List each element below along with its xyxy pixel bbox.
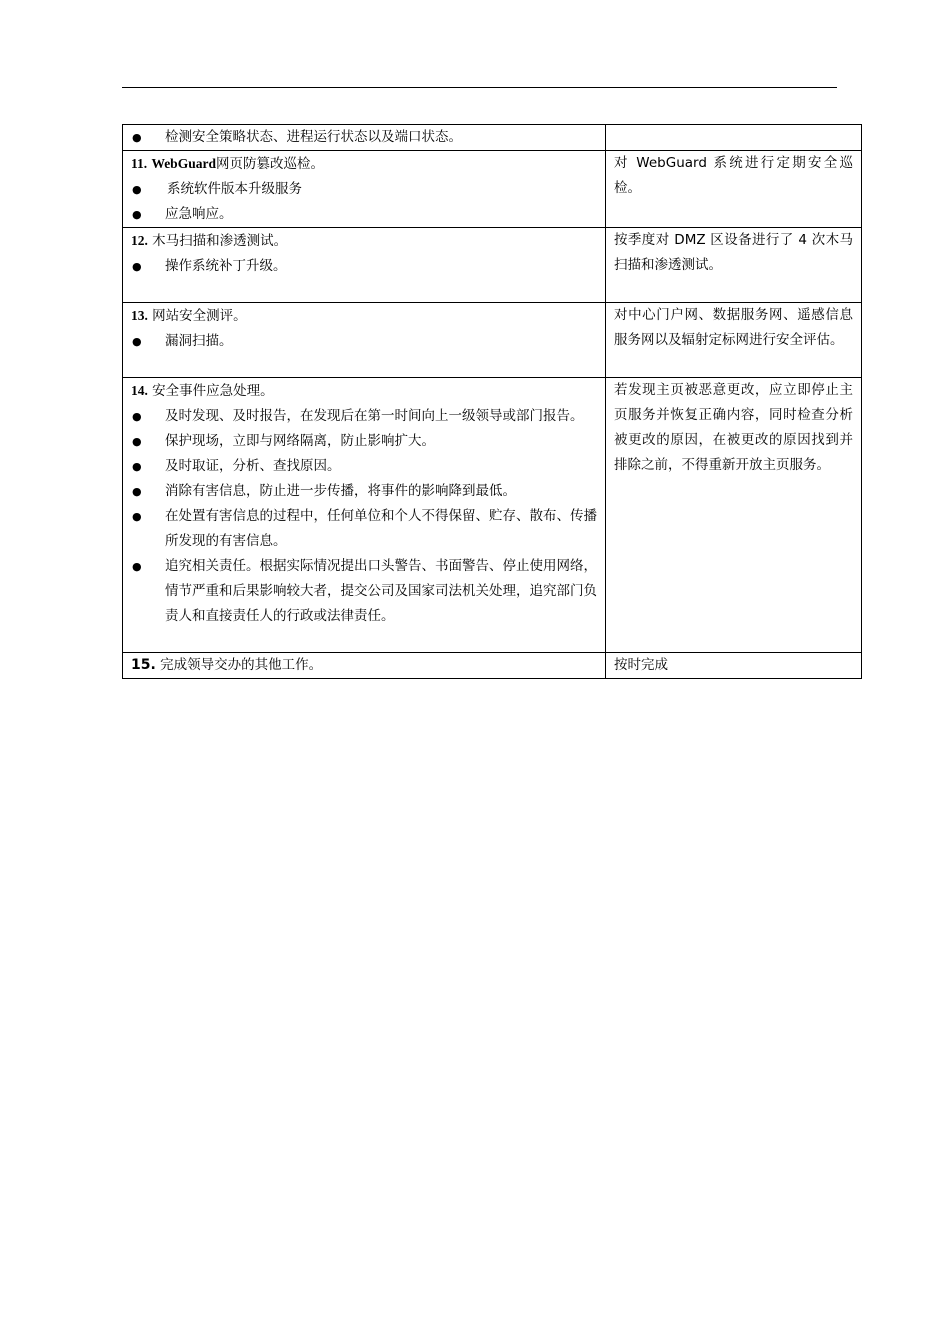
bullet-icon: ●: [132, 183, 142, 196]
list-item: ● 漏洞扫描。: [131, 329, 597, 354]
bullet-icon: ●: [132, 460, 142, 473]
list-item: ● 消除有害信息，防止进一步传播，将事件的影响降到最低。: [131, 479, 597, 504]
table-row: [123, 228, 862, 303]
bullet-icon: ●: [132, 510, 142, 523]
task-title: 11. WebGuard网页防篡改巡检。: [131, 156, 324, 172]
table-row: [123, 303, 862, 378]
bullet-icon: ●: [132, 131, 142, 144]
task-cell: [123, 653, 606, 679]
task-cell: [123, 151, 606, 228]
list-item: ● 及时取证，分析、查找原因。: [131, 454, 597, 479]
task-title: 15. 完成领导交办的其他工作。: [131, 657, 323, 673]
bullet-icon: ●: [132, 485, 142, 498]
result-cell: 若发现主页被恶意更改，应立即停止主页服务并恢复正确内容，同时检查分析被更改的原因，在被更改的原因找到并排除之前，不得重新开放主页服务。: [606, 378, 862, 653]
header-rule: [122, 87, 837, 88]
list-item: ● 在处置有害信息的过程中，任何单位和个人不得保留、贮存、散布、传播所发现的有害信息。: [131, 504, 597, 554]
bullet-icon: ●: [132, 208, 142, 221]
work-table: [122, 124, 862, 679]
bullet-icon: ●: [132, 260, 142, 273]
task-title: 13. 网站安全测评。: [131, 308, 247, 324]
result-cell: 对 WebGuard 系统进行定期安全巡检。: [606, 151, 862, 228]
task-cell: [123, 228, 606, 303]
result-cell: [606, 125, 862, 151]
result-cell: 按季度对 DMZ 区设备进行了 4 次木马扫描和渗透测试。: [606, 228, 862, 303]
result-cell: 对中心门户网、数据服务网、遥感信息服务网以及辐射定标网进行安全评估。: [606, 303, 862, 378]
table-row: [123, 125, 862, 151]
bullet-icon: ●: [132, 410, 142, 423]
list-item: ● 检测安全策略状态、进程运行状态以及端口状态。: [131, 125, 597, 150]
result-cell: 按时完成: [606, 653, 862, 679]
task-title: 14. 安全事件应急处理。: [131, 383, 274, 399]
task-title: 12. 木马扫描和渗透测试。: [131, 233, 288, 249]
list-item: ● 及时发现、及时报告，在发现后在第一时间向上一级领导或部门报告。: [131, 404, 597, 429]
list-item: ● 系统软件版本升级服务: [131, 177, 597, 202]
task-cell: [123, 378, 606, 653]
list-item: ● 追究相关责任。根据实际情况提出口头警告、书面警告、停止使用网络，情节严重和后果影响较大者，提交公司及国家司法机关处理，追究部门负责人和直接责任人的行政或法律责任。: [131, 554, 597, 629]
table-row: [123, 151, 862, 228]
bullet-icon: ●: [132, 560, 142, 573]
bullet-icon: ●: [132, 335, 142, 348]
list-item: ● 操作系统补丁升级。: [131, 254, 597, 279]
table-row: [123, 378, 862, 653]
task-cell: [123, 125, 606, 151]
bullet-icon: ●: [132, 435, 142, 448]
list-item: ● 应急响应。: [131, 202, 597, 227]
table-row: [123, 653, 862, 679]
task-cell: [123, 303, 606, 378]
list-item: ● 保护现场，立即与网络隔离，防止影响扩大。: [131, 429, 597, 454]
